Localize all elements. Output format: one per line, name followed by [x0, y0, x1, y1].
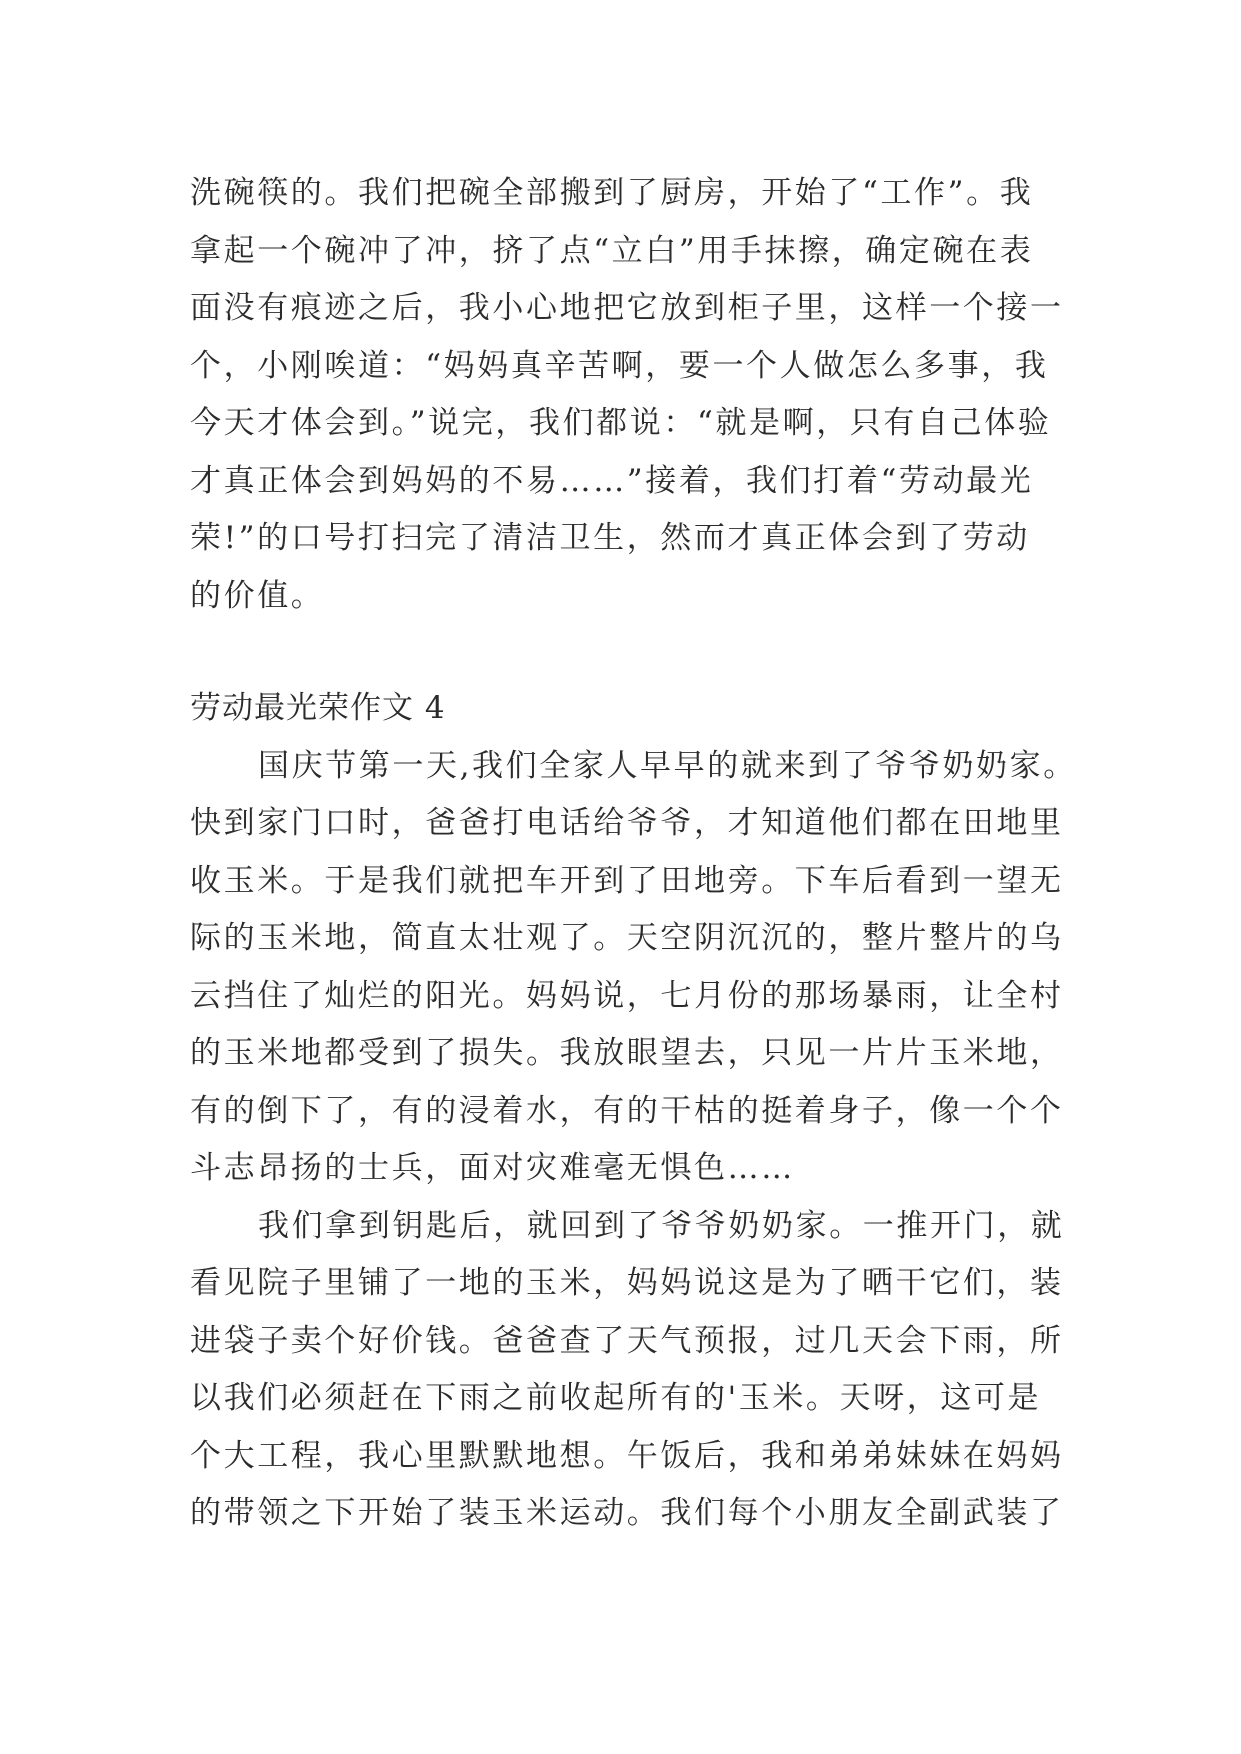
text-line: 际的玉米地，简直太壮观了。天空阴沉沉的，整片整片的乌 — [190, 920, 1064, 956]
text-line: 斗志昂扬的士兵，面对灾难毫无惧色…… — [190, 1150, 795, 1186]
text-line: 的带领之下开始了装玉米运动。我们每个小朋友全副武装了 — [190, 1495, 1064, 1531]
text-line: 的玉米地都受到了损失。我放眼望去，只见一片片玉米地， — [190, 1035, 1064, 1071]
text-line: 个，小刚唉道：“妈妈真辛苦啊，要一个人做怎么多事，我 — [190, 347, 1049, 384]
paragraph-continued — [190, 165, 1070, 625]
text-line: 有的倒下了，有的浸着水，有的干枯的挺着身子，像一个个 — [190, 1092, 1064, 1129]
text-line: 洗碗筷的。我们把碗全部搬到了厨房，开始了“工作”。我 — [190, 175, 1034, 211]
text-line: 的价值。 — [190, 577, 325, 614]
text-line: 进袋子卖个好价钱。爸爸查了天气预报，过几天会下雨，所 — [190, 1322, 1064, 1359]
text-line: 荣!”的口号打扫完了清洁卫生，然而才真正体会到了劳动 — [190, 520, 1030, 556]
text-line: 看见院子里铺了一地的玉米，妈妈说这是为了晒干它们，装 — [190, 1265, 1064, 1301]
document-page — [190, 165, 1077, 1543]
section-gap — [190, 625, 1070, 680]
text-line: 云挡住了灿烂的阳光。妈妈说，七月份的那场暴雨，让全村 — [190, 977, 1064, 1014]
text-line: 面没有痕迹之后，我小心地把它放到柜子里，这样一个接一 — [190, 290, 1064, 326]
text-line: 以我们必须赶在下雨之前收起所有的'玉米。天呀，这可是 — [190, 1380, 1042, 1416]
paragraph-1 — [190, 738, 1077, 1198]
text-line: 收玉米。于是我们就把车开到了田地旁。下车后看到一望无 — [190, 862, 1064, 899]
text-line: 快到家门口时，爸爸打电话给爷爷，才知道他们都在田地里 — [190, 805, 1064, 841]
paragraph-2 — [190, 1198, 1070, 1543]
text-line: 国庆节第一天,我们全家人早早的就来到了爷爷奶奶家。 — [258, 747, 1077, 784]
text-line: 才真正体会到妈妈的不易……”接着，我们打着“劳动最光 — [190, 462, 1034, 499]
text-line: 今天才体会到。”说完，我们都说：“就是啊，只有自己体验 — [190, 405, 1052, 441]
text-line: 我们拿到钥匙后，就回到了爷爷奶奶家。一推开门，就 — [258, 1207, 1065, 1244]
text-line: 拿起一个碗冲了冲，挤了点“立白”用手抹擦，确定碗在表 — [190, 232, 1034, 269]
essay-heading: 劳动最光荣作文 4 — [190, 690, 446, 726]
text-line: 个大工程，我心里默默地想。午饭后，我和弟弟妹妹在妈妈 — [190, 1437, 1064, 1474]
